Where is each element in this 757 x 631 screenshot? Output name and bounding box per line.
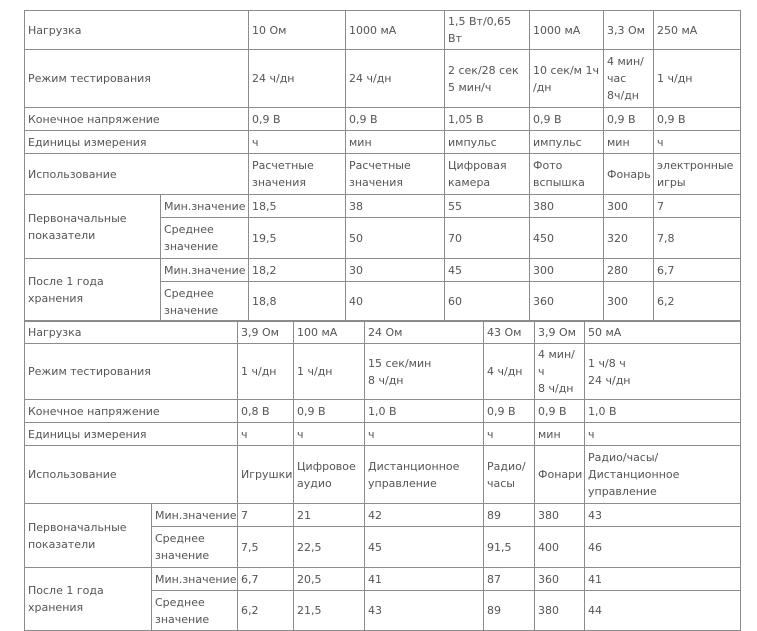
cell: 60 — [445, 282, 530, 322]
cell: 250 мА — [654, 11, 741, 50]
cell: 1,5 Вт/0,65 Вт — [445, 11, 530, 50]
cell: 24 ч/дн — [346, 50, 445, 108]
cell: 0,9 В — [654, 108, 741, 131]
row-initial-min — [25, 195, 741, 218]
cell: 43 — [585, 504, 741, 527]
row-label: Единицы измерения — [25, 423, 238, 446]
cell: 45 — [365, 527, 484, 568]
cell: 18,2 — [249, 259, 346, 282]
row-load — [25, 11, 741, 50]
cell: 45 — [445, 259, 530, 282]
row-label: Конечное напряжение — [25, 108, 249, 131]
cell: 1 ч/дн — [238, 344, 294, 400]
cell: импульс — [445, 131, 530, 154]
battery-spec-table-2 — [24, 320, 741, 631]
sub-label-min: Мин.значение — [161, 195, 249, 218]
cell: Расчетные значения — [249, 154, 346, 195]
row-test-mode — [25, 344, 741, 400]
cell: 89 — [484, 591, 535, 631]
row-final-voltage — [25, 108, 741, 131]
cell: Расчетные значения — [346, 154, 445, 195]
cell: 360 — [530, 282, 604, 322]
cell: 1 ч/8 ч 24 ч/дн — [585, 344, 741, 400]
cell: Цифровое аудио — [294, 446, 365, 504]
sub-label-min: Мин.значение — [152, 504, 238, 527]
cell: Радио/ часы — [484, 446, 535, 504]
row-storage-min — [25, 568, 741, 591]
sub-label-min: Мин.значение — [152, 568, 238, 591]
cell: 4 ч/дн — [484, 344, 535, 400]
row-label: Режим тестирования — [25, 50, 249, 108]
cell: 300 — [604, 195, 654, 218]
cell: 280 — [604, 259, 654, 282]
cell: 0,9 В — [530, 108, 604, 131]
cell: 0,9 В — [604, 108, 654, 131]
cell: 91,5 — [484, 527, 535, 568]
cell: 0,8 В — [238, 400, 294, 423]
cell: 24 Ом — [365, 321, 484, 344]
cell: 7 — [654, 195, 741, 218]
sub-label-avg: Среднее значение — [152, 591, 238, 631]
row-label: Нагрузка — [25, 321, 238, 344]
cell: 1 ч/дн — [294, 344, 365, 400]
cell: 10 сек/м 1ч /дн — [530, 50, 604, 108]
cell: Цифровая камера — [445, 154, 530, 195]
cell: мин — [535, 423, 585, 446]
cell: 1000 мА — [530, 11, 604, 50]
cell: 300 — [530, 259, 604, 282]
cell: 46 — [585, 527, 741, 568]
row-label: Нагрузка — [25, 11, 249, 50]
cell: 2 сек/28 сек 5 мин/ч — [445, 50, 530, 108]
cell: 10 Ом — [249, 11, 346, 50]
cell: 38 — [346, 195, 445, 218]
cell: 30 — [346, 259, 445, 282]
cell: 55 — [445, 195, 530, 218]
cell: 41 — [585, 568, 741, 591]
row-label: Использование — [25, 446, 238, 504]
cell: 70 — [445, 218, 530, 259]
sub-label-min: Мин.значение — [161, 259, 249, 282]
row-label: Конечное напряжение — [25, 400, 238, 423]
cell: 50 мА — [585, 321, 741, 344]
cell: 41 — [365, 568, 484, 591]
cell: 19,5 — [249, 218, 346, 259]
cell: 40 — [346, 282, 445, 322]
cell: Фонари — [535, 446, 585, 504]
cell: 18,8 — [249, 282, 346, 322]
cell: Игрушки — [238, 446, 294, 504]
cell: 43 Ом — [484, 321, 535, 344]
cell: 4 мин/ч 8 ч/дн — [535, 344, 585, 400]
cell: 3,3 Ом — [604, 11, 654, 50]
cell: 50 — [346, 218, 445, 259]
cell: 43 — [365, 591, 484, 631]
cell: 42 — [365, 504, 484, 527]
cell: 0,9 В — [346, 108, 445, 131]
cell: 0,9 В — [249, 108, 346, 131]
battery-spec-table-1 — [24, 10, 741, 322]
cell: ч — [365, 423, 484, 446]
row-units — [25, 423, 741, 446]
cell: 6,2 — [654, 282, 741, 322]
cell: 24 ч/дн — [249, 50, 346, 108]
cell: мин — [604, 131, 654, 154]
row-final-voltage — [25, 400, 741, 423]
cell: 0,9 В — [294, 400, 365, 423]
cell: 3,9 Ом — [535, 321, 585, 344]
cell: 400 — [535, 527, 585, 568]
cell: 3,9 Ом — [238, 321, 294, 344]
cell: ч — [585, 423, 741, 446]
cell: 320 — [604, 218, 654, 259]
cell: 6,2 — [238, 591, 294, 631]
group-label-initial: Первоначальные показатели — [25, 504, 152, 568]
cell: 0,9 В — [484, 400, 535, 423]
row-usage — [25, 446, 741, 504]
cell: 1,0 В — [365, 400, 484, 423]
cell: 21 — [294, 504, 365, 527]
row-initial-min — [25, 504, 741, 527]
cell: ч — [654, 131, 741, 154]
sub-label-avg: Среднее значение — [152, 527, 238, 568]
cell: Радио/часы/ Дистанционное управление — [585, 446, 741, 504]
row-label: Единицы измерения — [25, 131, 249, 154]
row-storage-min — [25, 259, 741, 282]
cell: 6,7 — [238, 568, 294, 591]
cell: 87 — [484, 568, 535, 591]
cell: 21,5 — [294, 591, 365, 631]
cell: 7 — [238, 504, 294, 527]
cell: 380 — [535, 591, 585, 631]
cell: ч — [484, 423, 535, 446]
cell: 4 мин/ час 8ч/дн — [604, 50, 654, 108]
row-units — [25, 131, 741, 154]
cell: 360 — [535, 568, 585, 591]
cell: электронные игры — [654, 154, 741, 195]
row-label: Режим тестирования — [25, 344, 238, 400]
row-test-mode — [25, 50, 741, 108]
cell: 1 ч/дн — [654, 50, 741, 108]
row-load — [25, 321, 741, 344]
group-label-storage: После 1 года хранения — [25, 259, 161, 322]
cell: 100 мА — [294, 321, 365, 344]
group-label-storage: После 1 года хранения — [25, 568, 152, 631]
cell: 380 — [535, 504, 585, 527]
cell: Дистанционное управление — [365, 446, 484, 504]
row-usage — [25, 154, 741, 195]
row-label: Использование — [25, 154, 249, 195]
cell: 44 — [585, 591, 741, 631]
group-label-initial: Первоначальные показатели — [25, 195, 161, 259]
cell: 7,5 — [238, 527, 294, 568]
cell: импульс — [530, 131, 604, 154]
cell: ч — [294, 423, 365, 446]
cell: мин — [346, 131, 445, 154]
cell: 89 — [484, 504, 535, 527]
cell: 1,05 В — [445, 108, 530, 131]
cell: 1000 мА — [346, 11, 445, 50]
cell: 6,7 — [654, 259, 741, 282]
cell: Фонарь — [604, 154, 654, 195]
cell: 300 — [604, 282, 654, 322]
cell: 1,0 В — [585, 400, 741, 423]
sub-label-avg: Среднее значение — [161, 218, 249, 259]
cell: 380 — [530, 195, 604, 218]
cell: 18,5 — [249, 195, 346, 218]
cell: 450 — [530, 218, 604, 259]
cell: ч — [249, 131, 346, 154]
cell: 20,5 — [294, 568, 365, 591]
cell: 7,8 — [654, 218, 741, 259]
cell: 15 сек/мин 8 ч/дн — [365, 344, 484, 400]
cell: ч — [238, 423, 294, 446]
cell: 22,5 — [294, 527, 365, 568]
cell: 0,9 В — [535, 400, 585, 423]
sub-label-avg: Среднее значение — [161, 282, 249, 322]
cell: Фото вспышка — [530, 154, 604, 195]
